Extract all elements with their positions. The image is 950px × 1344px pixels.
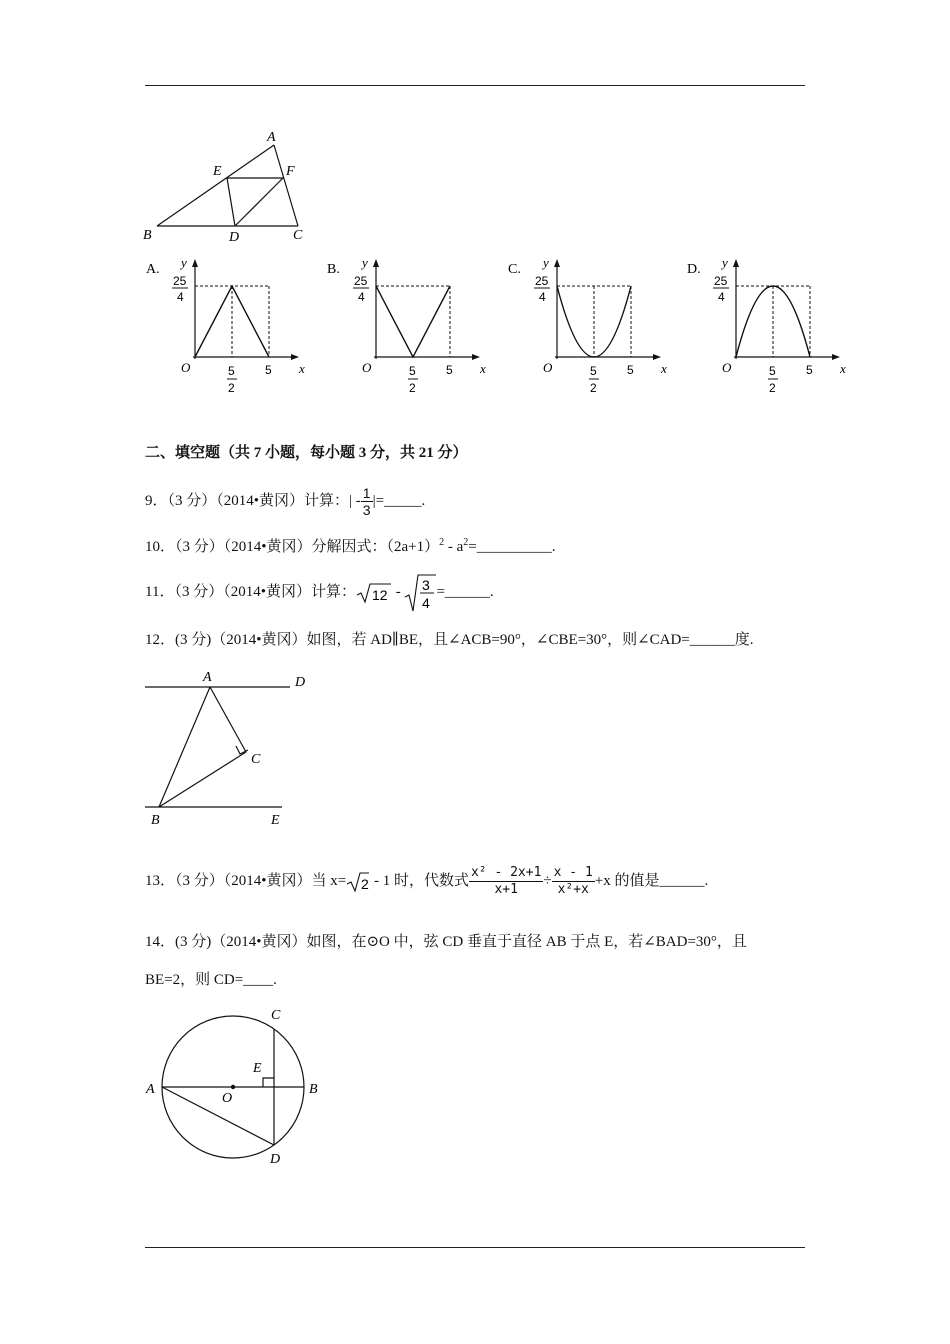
svg-text:2: 2 — [361, 875, 370, 892]
half-tick-num: 5 — [769, 364, 776, 378]
y-axis-label: y — [543, 255, 549, 270]
top-rule — [145, 85, 805, 86]
q9-fraction: $\frac{1}{3}$ — [362, 485, 371, 519]
label-D2: D — [295, 675, 306, 690]
question-11: 11．（3 分）（2014•黄冈）计算： 12 - 3 4 =______. — [145, 572, 494, 613]
label-C: C — [293, 228, 303, 243]
half-tick-den: 2 — [590, 381, 597, 395]
triangle-figure — [140, 125, 320, 247]
label-B: B — [143, 228, 152, 243]
label-D3: D — [270, 1152, 281, 1167]
svg-text:12: 12 — [371, 586, 388, 603]
half-tick-den: 2 — [769, 381, 776, 395]
y-tick-den: 4 — [358, 290, 365, 304]
y-axis-label: y — [362, 255, 368, 270]
five-tick: 5 — [446, 363, 453, 377]
half-tick-num: 5 — [590, 364, 597, 378]
label-D: D — [229, 230, 240, 245]
label-E: E — [213, 164, 222, 179]
question-9 — [145, 484, 425, 518]
section-heading: 二、填空题（共 7 小题，每小题 3 分，共 21 分） — [145, 445, 468, 461]
y-axis-label: y — [722, 255, 728, 270]
parallel-figure — [140, 665, 320, 835]
origin-label: O — [543, 360, 553, 375]
question-10: 10．（3 分）（2014•黄冈）分解因式：$(2a+1)^2$ - $a^2=\_\_\_\_\_\_\_\_\_\_$. — [145, 537, 556, 555]
label-C2: C — [251, 752, 261, 767]
bottom-rule — [145, 1247, 805, 1248]
q9-prefix: 9．（3 分）（2014•黄冈）计算：| - — [145, 493, 361, 509]
y-tick-num: 25 — [354, 274, 368, 288]
circle-figure — [140, 1000, 340, 1170]
option-graph-a — [145, 255, 310, 400]
question-14-line2: BE=2，则 CD=____. — [145, 972, 277, 988]
label-A: A — [267, 130, 276, 145]
half-tick-den: 2 — [409, 381, 416, 395]
x-axis-label: x — [480, 361, 486, 376]
label-B3: B — [309, 1082, 318, 1097]
half-tick-num: 5 — [409, 364, 416, 378]
q9-suffix: |=_____. — [372, 493, 426, 509]
question-13: 13．（3 分）（2014•黄冈）当 x= 2 - 1 时，代数式 $\frac{\text{x² - 2x+1}}{x+1}$ ÷ $\frac{x - 1}{\text{x²+x}}$ +x 的值是______. — [145, 865, 709, 898]
option-letter: D. — [687, 262, 701, 277]
question-14-line1: 14．(3 分)（2014•黄冈）如图，在⊙O 中，弦 CD 垂直于直径 AB 于点 E，若∠BAD=30°，且 — [145, 934, 747, 950]
label-A2: A — [203, 670, 212, 685]
half-tick-num: 5 — [228, 364, 235, 378]
svg-text:3: 3 — [422, 576, 431, 593]
label-C3: C — [271, 1008, 281, 1023]
option-graph-d — [686, 255, 851, 400]
label-A3: A — [146, 1082, 155, 1097]
q13-fraction-2: $\frac{x - 1}{\text{x²+x}}$ — [553, 865, 593, 898]
svg-text:4: 4 — [422, 594, 431, 611]
x-axis-label: x — [299, 361, 305, 376]
half-tick-den: 2 — [228, 381, 235, 395]
five-tick: 5 — [806, 363, 813, 377]
origin-label: O — [362, 360, 372, 375]
sqrt-3-4 — [404, 573, 436, 613]
y-tick-den: 4 — [539, 290, 546, 304]
option-letter: A. — [146, 262, 160, 277]
label-E3: E — [253, 1061, 262, 1076]
q13-fraction-1: $\frac{\text{x² - 2x+1}}{x+1}$ — [470, 865, 542, 898]
label-E2: E — [271, 813, 280, 828]
x-axis-label: x — [661, 361, 667, 376]
label-O3: O — [222, 1091, 233, 1106]
option-letter: B. — [327, 262, 340, 277]
question-12: 12．(3 分)（2014•黄冈）如图，若 AD∥BE，且∠ACB=90°，∠CBE=30°，则∠CAD=______度. — [145, 632, 754, 648]
label-F: F — [286, 164, 295, 179]
five-tick: 5 — [627, 363, 634, 377]
y-tick-num: 25 — [535, 274, 549, 288]
option-graph-c — [507, 255, 672, 400]
origin-label: O — [722, 360, 732, 375]
origin-label: O — [181, 360, 191, 375]
label-B2: B — [151, 813, 160, 828]
sqrt-2 — [346, 871, 370, 893]
sqrt-12 — [356, 582, 392, 604]
five-tick: 5 — [265, 363, 272, 377]
y-tick-den: 4 — [177, 290, 184, 304]
x-axis-label: x — [840, 361, 846, 376]
y-axis-label: y — [181, 255, 187, 270]
y-tick-num: 25 — [173, 274, 187, 288]
y-tick-den: 4 — [718, 290, 725, 304]
y-tick-num: 25 — [714, 274, 728, 288]
option-graph-b — [326, 255, 491, 400]
option-letter: C. — [508, 262, 521, 277]
